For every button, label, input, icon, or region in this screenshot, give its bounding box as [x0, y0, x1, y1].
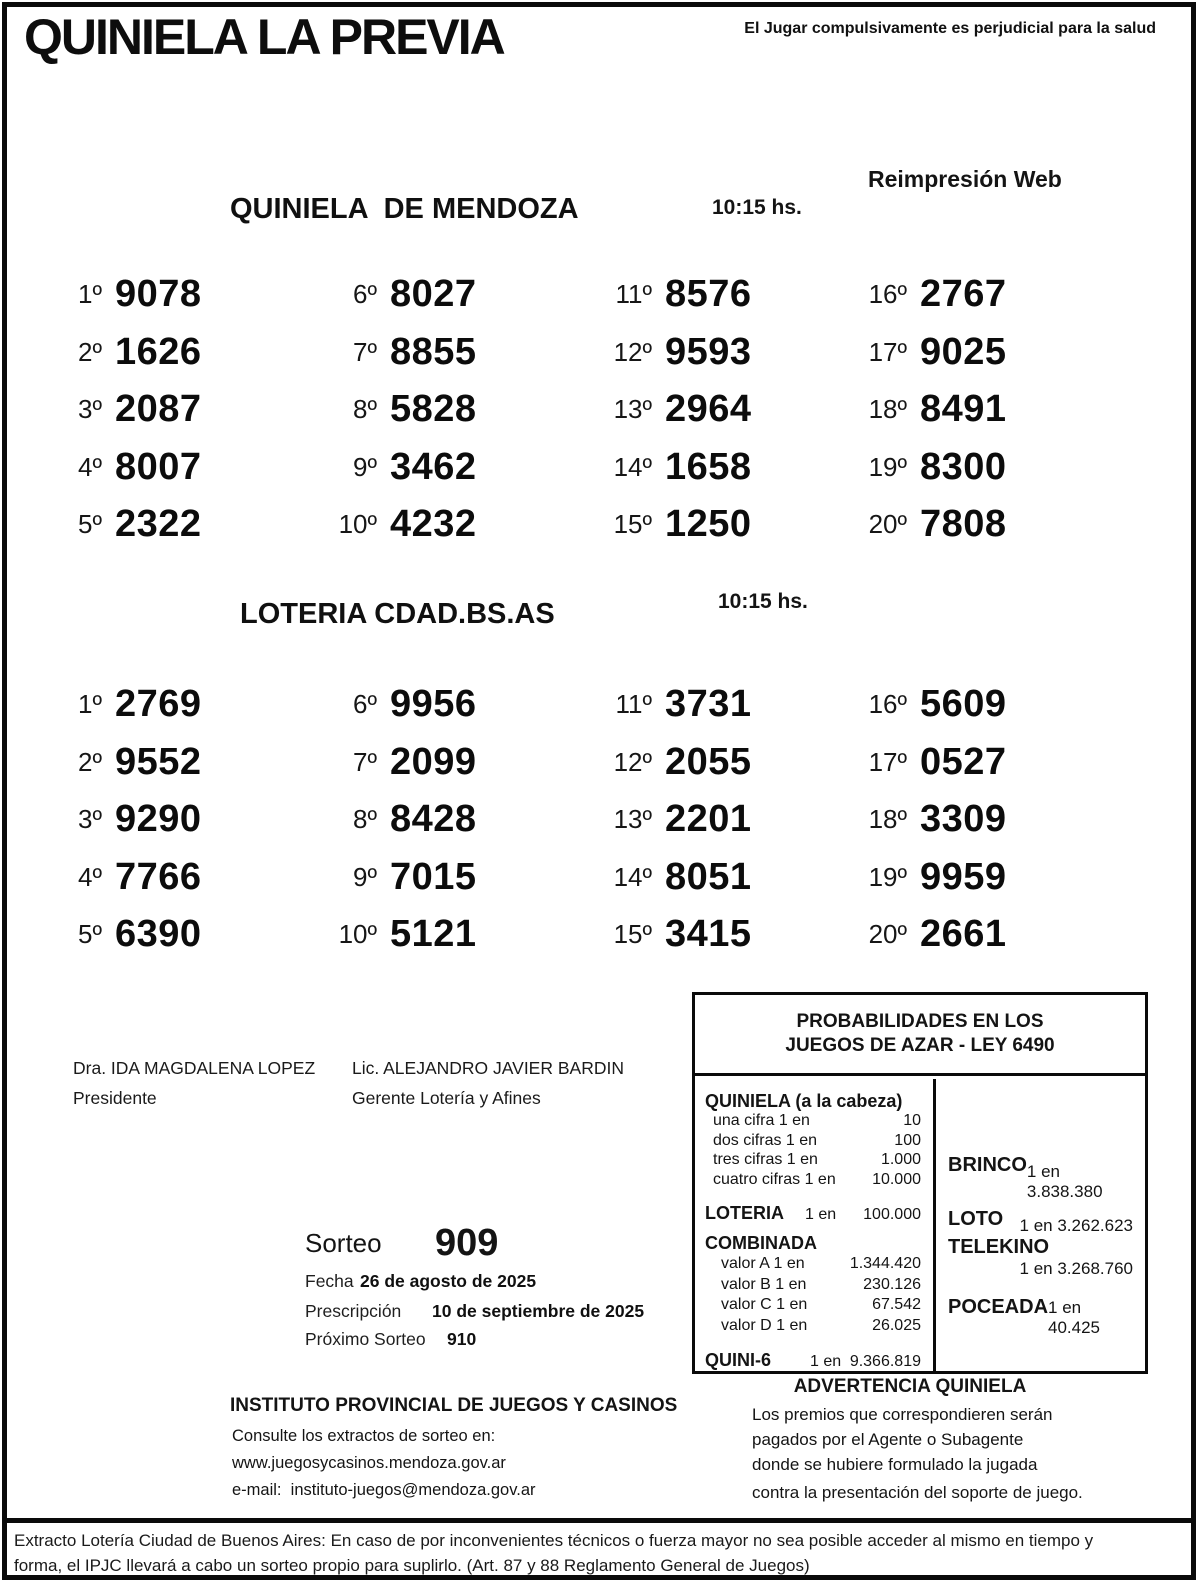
advertencia-line: Los premios que correspondieren serán — [752, 1405, 1053, 1424]
result-position-19º — [845, 849, 1125, 907]
odds-loto — [948, 1207, 1133, 1235]
loteria-odds-row — [705, 1202, 921, 1226]
result-number: 3462 — [390, 445, 477, 488]
combinada-odds-value: 1.344.420 — [849, 1255, 921, 1272]
quiniela-odds-value: 100 — [894, 1131, 921, 1149]
result-ordinal: 13º — [613, 394, 652, 425]
section-title-bsas: LOTERIA CDAD.BS.AS — [240, 598, 555, 630]
probabilities-box — [692, 992, 1148, 1374]
sorteo-label: Sorteo — [305, 1228, 382, 1258]
quiniela-odds-value: 1.000 — [880, 1151, 921, 1168]
result-ordinal: 15º — [613, 509, 652, 540]
result-number: 1658 — [665, 445, 752, 488]
result-number: 8051 — [665, 855, 752, 898]
result-number: 1250 — [665, 503, 752, 546]
result-position-5º — [40, 496, 315, 554]
result-ordinal: 20º — [868, 919, 907, 950]
result-number: 8491 — [920, 388, 1007, 431]
signature-president-name: Dra. IDA MAGDALENA LOPEZ — [73, 1058, 316, 1078]
result-number: 8007 — [115, 445, 202, 488]
signature-manager-name: Lic. ALEJANDRO JAVIER BARDIN — [352, 1058, 624, 1078]
result-ordinal: 2º — [78, 746, 102, 777]
signature-manager-role: Gerente Lotería y Afines — [352, 1088, 541, 1108]
result-number: 3309 — [920, 798, 1007, 841]
reprint-web-note: Reimpresión Web — [868, 166, 1062, 192]
result-ordinal: 11º — [615, 689, 652, 720]
result-number: 9078 — [115, 273, 202, 316]
quiniela-odds-row — [705, 1111, 921, 1131]
result-number: 1626 — [115, 330, 202, 373]
proximo-sorteo-label: Próximo Sorteo — [305, 1329, 426, 1349]
result-position-15º — [590, 906, 845, 964]
result-ordinal: 3º — [78, 804, 102, 835]
instituto-consult-line: Consulte los extractos de sorteo en: — [232, 1427, 496, 1445]
combinada-odds-row — [705, 1275, 921, 1296]
instituto-website: www.juegosycasinos.mendoza.gov.ar — [232, 1454, 506, 1472]
prescripcion-value: 10 de septiembre de 2025 — [432, 1301, 645, 1321]
results-grid-bsas — [40, 676, 1125, 964]
fecha-value: 26 de agosto de 2025 — [360, 1271, 537, 1291]
result-number: 8428 — [390, 798, 477, 841]
results-grid-mendoza — [40, 266, 1125, 554]
result-ordinal: 5º — [78, 509, 102, 540]
result-position-6º — [315, 266, 590, 324]
quiniela-odds-row — [705, 1170, 921, 1190]
instituto-email: e-mail: instituto-juegos@mendoza.gov.ar — [232, 1481, 536, 1499]
result-ordinal: 9º — [353, 451, 377, 482]
result-number: 7808 — [920, 503, 1007, 546]
result-ordinal: 19º — [868, 451, 907, 482]
result-position-14º — [590, 849, 845, 907]
signature-president-role: Presidente — [73, 1088, 157, 1108]
result-position-12º — [590, 324, 845, 382]
odds-brinco-value: 1 en 3.838.380 — [1026, 1162, 1103, 1201]
advertencia-line: pagados por el Agente o Subagente — [752, 1430, 1024, 1449]
result-position-3º — [40, 791, 315, 849]
result-ordinal: 17º — [868, 336, 907, 367]
quiniela-odds-row — [705, 1150, 921, 1170]
odds-telekino — [948, 1235, 1133, 1279]
sorteo-number: 909 — [435, 1222, 499, 1264]
result-ordinal: 1º — [78, 279, 102, 310]
result-number: 9290 — [115, 798, 202, 841]
result-ordinal: 16º — [868, 689, 907, 720]
result-ordinal: 12º — [613, 336, 652, 367]
result-ordinal: 4º — [78, 861, 102, 892]
loteria-odds-value: 100.000 — [863, 1206, 921, 1223]
result-number: 8027 — [390, 273, 477, 316]
combinada-odds-rows — [705, 1254, 921, 1336]
result-ordinal: 8º — [353, 804, 377, 835]
result-position-12º — [590, 734, 845, 792]
result-number: 6390 — [115, 913, 202, 956]
odds-loto-label: LOTO — [948, 1208, 1004, 1230]
result-ordinal: 5º — [78, 919, 102, 950]
draw-time-mendoza: 10:15 hs. — [712, 196, 802, 219]
quini6-odds-row — [705, 1349, 921, 1373]
result-number: 3415 — [665, 913, 752, 956]
quiniela-odds-label: dos cifras 1 en — [713, 1131, 818, 1149]
result-position-17º — [845, 734, 1125, 792]
combinada-odds-value: 26.025 — [872, 1316, 921, 1334]
quiniela-odds-label: tres cifras 1 en — [713, 1151, 818, 1168]
result-position-2º — [40, 324, 315, 382]
result-ordinal: 17º — [868, 746, 907, 777]
result-number: 5828 — [390, 388, 477, 431]
combinada-odds-label: valor D 1 en — [721, 1316, 808, 1334]
sorteo-fecha-row — [305, 1271, 536, 1291]
loteria-odds-mid: 1 en — [805, 1206, 837, 1223]
result-number: 7766 — [115, 855, 202, 898]
result-number: 8300 — [920, 445, 1007, 488]
result-position-9º — [315, 439, 590, 497]
result-ordinal: 18º — [868, 804, 907, 835]
result-ordinal: 20º — [868, 509, 907, 540]
result-ordinal: 18º — [868, 394, 907, 425]
result-position-8º — [315, 791, 590, 849]
sorteo-proximo-row — [305, 1329, 476, 1349]
odds-brinco-label: BRINCO — [948, 1154, 1027, 1176]
result-number: 9552 — [115, 740, 202, 783]
result-ordinal: 16º — [868, 279, 907, 310]
result-ordinal: 14º — [613, 861, 652, 892]
quiniela-odds-value: 10.000 — [872, 1170, 921, 1188]
result-ordinal: 8º — [353, 394, 377, 425]
result-number: 9956 — [390, 683, 477, 726]
result-position-16º — [845, 266, 1125, 324]
sorteo-prescripcion-row — [305, 1301, 644, 1321]
result-ordinal: 19º — [868, 861, 907, 892]
result-position-11º — [590, 266, 845, 324]
result-position-20º — [845, 496, 1125, 554]
odds-poceada — [948, 1295, 1133, 1338]
result-number: 4232 — [390, 503, 477, 546]
probabilities-right-column — [936, 1079, 1145, 1338]
advertencia-line: contra la presentación del soporte de juego. — [752, 1483, 1083, 1502]
result-position-1º — [40, 266, 315, 324]
result-position-3º — [40, 381, 315, 439]
result-position-15º — [590, 496, 845, 554]
proximo-sorteo-value: 910 — [447, 1329, 477, 1349]
fecha-label: Fecha — [305, 1271, 354, 1291]
quiniela-odds-label: cuatro cifras 1 en — [713, 1170, 836, 1188]
result-position-10º — [315, 496, 590, 554]
footer-disclaimer-line1: Extracto Lotería Ciudad de Buenos Aires: En caso de por inconvenientes técnicos o fuerza mayor no sea posible acceder al mismo en tiempo y — [14, 1531, 1094, 1550]
result-position-4º — [40, 439, 315, 497]
footer-divider — [7, 1518, 1191, 1523]
odds-brinco — [948, 1153, 1133, 1201]
result-ordinal: 1º — [78, 689, 102, 720]
quini6-odds-label: QUINI-6 — [705, 1350, 772, 1370]
result-position-10º — [315, 906, 590, 964]
combinada-odds-value: 67.542 — [872, 1296, 921, 1313]
result-ordinal: 12º — [613, 746, 652, 777]
result-number: 9959 — [920, 855, 1007, 898]
odds-loto-value: 1 en 3.262.623 — [1019, 1216, 1133, 1235]
quini6-odds-value: 9.366.819 — [849, 1353, 921, 1370]
combinada-odds-label: valor A 1 en — [721, 1255, 805, 1272]
result-number: 5609 — [920, 683, 1007, 726]
result-ordinal: 14º — [613, 451, 652, 482]
result-number: 2201 — [665, 798, 752, 841]
probabilities-title — [695, 995, 1145, 1076]
result-ordinal: 9º — [353, 861, 377, 892]
draw-time-bsas: 10:15 hs. — [718, 590, 808, 613]
result-ordinal: 6º — [353, 689, 377, 720]
result-position-2º — [40, 734, 315, 792]
result-number: 2769 — [115, 683, 202, 726]
result-position-8º — [315, 381, 590, 439]
result-number: 2099 — [390, 740, 477, 783]
quiniela-odds-label: una cifra 1 en — [713, 1112, 810, 1129]
probabilities-title-line2: JUEGOS DE AZAR - LEY 6490 — [785, 1035, 1055, 1056]
odds-telekino-label: TELEKINO — [948, 1236, 1050, 1258]
result-number: 8576 — [665, 273, 752, 316]
result-ordinal: 7º — [353, 746, 377, 777]
result-position-6º — [315, 676, 590, 734]
result-position-16º — [845, 676, 1125, 734]
result-position-13º — [590, 381, 845, 439]
odds-poceada-label: POCEADA — [948, 1296, 1049, 1318]
result-position-5º — [40, 906, 315, 964]
result-ordinal: 6º — [353, 279, 377, 310]
page-title: QUINIELA LA PREVIA — [24, 9, 504, 65]
quiniela-odds-rows — [705, 1111, 921, 1189]
combinada-odds-value: 230.126 — [863, 1275, 921, 1293]
result-number: 3731 — [665, 683, 752, 726]
result-ordinal: 10º — [338, 509, 377, 540]
result-position-1º — [40, 676, 315, 734]
quiniela-odds-header: QUINIELA (a la cabeza) — [705, 1091, 903, 1111]
result-ordinal: 13º — [613, 804, 652, 835]
health-warning-text: El Jugar compulsivamente es perjudicial para la salud — [744, 20, 1156, 37]
quiniela-odds-row — [705, 1131, 921, 1151]
result-position-20º — [845, 906, 1125, 964]
odds-telekino-value: 1 en 3.268.760 — [1019, 1259, 1133, 1278]
combinada-odds-header: COMBINADA — [705, 1233, 817, 1253]
quiniela-odds-value: 10 — [903, 1112, 921, 1129]
result-ordinal: 11º — [615, 279, 652, 310]
result-position-9º — [315, 849, 590, 907]
result-ordinal: 7º — [353, 336, 377, 367]
result-ordinal: 4º — [78, 451, 102, 482]
result-number: 2322 — [115, 503, 202, 546]
result-position-14º — [590, 439, 845, 497]
result-number: 2661 — [920, 913, 1007, 956]
result-ordinal: 3º — [78, 394, 102, 425]
quini6-odds-mid: 1 en — [810, 1353, 842, 1370]
footer-disclaimer-line2: forma, el IPJC llevará a cabo un sorteo propio para suplirlo. (Art. 87 y 88 Reglamento General de Juegos) — [14, 1556, 810, 1575]
section-title-mendoza: QUINIELA DE MENDOZA — [230, 193, 579, 225]
result-position-7º — [315, 734, 590, 792]
result-position-19º — [845, 439, 1125, 497]
result-position-7º — [315, 324, 590, 382]
instituto-name: INSTITUTO PROVINCIAL DE JUEGOS Y CASINOS — [230, 1395, 678, 1416]
combinada-odds-row — [705, 1295, 921, 1316]
result-number: 7015 — [390, 855, 477, 898]
result-position-18º — [845, 381, 1125, 439]
result-number: 8855 — [390, 330, 477, 373]
loteria-odds-label: LOTERIA — [705, 1203, 784, 1223]
combinada-odds-label: valor B 1 en — [721, 1275, 807, 1293]
result-position-17º — [845, 324, 1125, 382]
probabilities-columns — [695, 1079, 1145, 1371]
prescripcion-label: Prescripción — [305, 1301, 402, 1321]
result-number: 5121 — [390, 913, 477, 956]
advertencia-line: donde se hubiere formulado la jugada — [752, 1455, 1038, 1474]
result-number: 2964 — [665, 388, 752, 431]
result-position-11º — [590, 676, 845, 734]
combinada-odds-row — [705, 1254, 921, 1275]
result-ordinal: 2º — [78, 336, 102, 367]
result-position-4º — [40, 849, 315, 907]
advertencia-title: ADVERTENCIA QUINIELA — [793, 1376, 1027, 1397]
combinada-odds-label: valor C 1 en — [721, 1296, 808, 1313]
result-position-18º — [845, 791, 1125, 849]
result-number: 2767 — [920, 273, 1007, 316]
result-number: 0527 — [920, 740, 1007, 783]
probabilities-left-column — [695, 1079, 933, 1373]
result-ordinal: 15º — [613, 919, 652, 950]
result-number: 9593 — [665, 330, 752, 373]
result-ordinal: 10º — [338, 919, 377, 950]
combinada-odds-row — [705, 1316, 921, 1337]
probabilities-title-line1: PROBABILIDADES EN LOS — [796, 1011, 1044, 1032]
result-number: 9025 — [920, 330, 1007, 373]
odds-poceada-value: 1 en 40.425 — [1048, 1298, 1101, 1337]
result-number: 2087 — [115, 388, 202, 431]
result-position-13º — [590, 791, 845, 849]
advertencia-text — [752, 1402, 1092, 1505]
result-number: 2055 — [665, 740, 752, 783]
